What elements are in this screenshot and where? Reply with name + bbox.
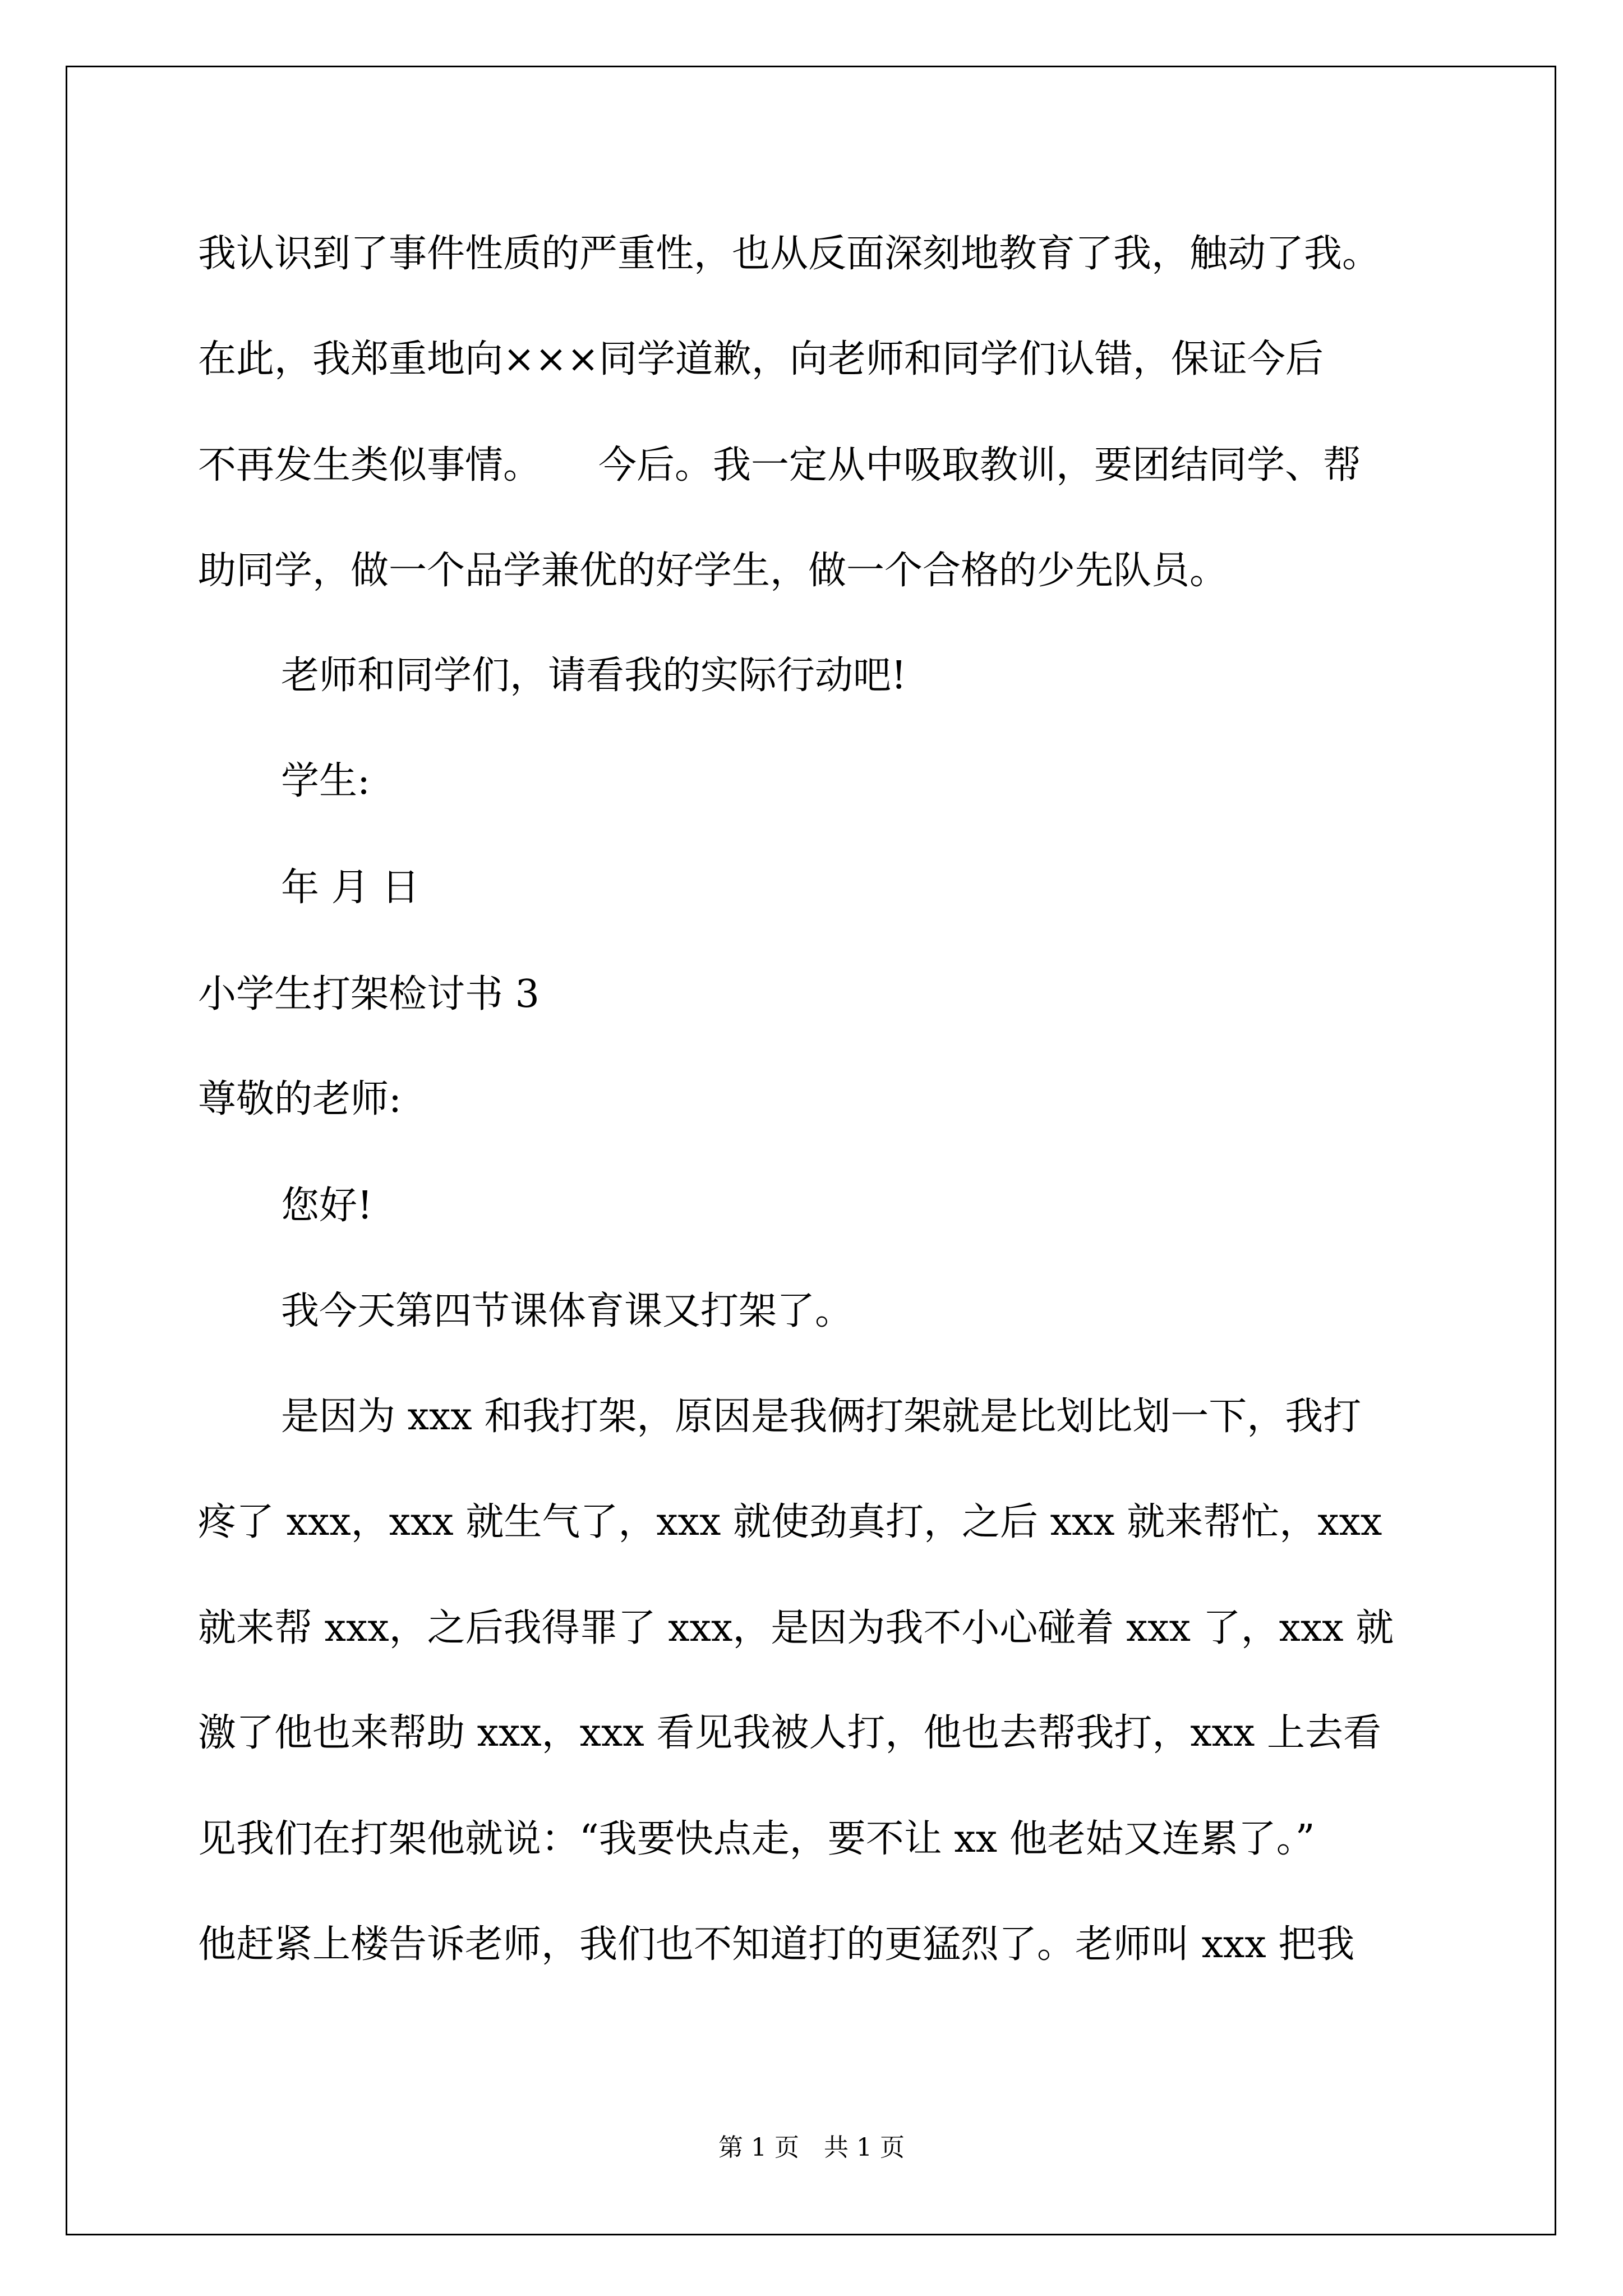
body-line: 在此，我郑重地向×××同学道歉，向老师和同学们认错，保证今后 — [198, 337, 1324, 381]
date-line: 年 月 日 — [281, 866, 420, 910]
page-number: 第 1 页 共 1 页 — [718, 2133, 905, 2162]
body-line: 我今天第四节课体育课又打架了。 — [281, 1289, 854, 1333]
section-title: 小学生打架检讨书 3 — [198, 972, 540, 1016]
body-line: 助同学，做一个品学兼优的好学生，做一个合格的少先队员。 — [198, 549, 1228, 593]
body-line: 他赶紧上楼告诉老师，我们也不知道打的更猛烈了。老师叫 xxx 把我 — [198, 1922, 1355, 1967]
page-border — [66, 66, 1556, 2235]
signature-label: 学生: — [281, 759, 370, 803]
body-line: 我认识到了事件性质的严重性，也从反面深刻地教育了我，触动了我。 — [198, 232, 1381, 276]
salutation: 尊敬的老师: — [198, 1077, 402, 1121]
body-line: 激了他也来帮助 xxx，xxx 看见我被人打，他也去帮我打，xxx 上去看 — [198, 1711, 1381, 1755]
body-line: 老师和同学们，请看我的实际行动吧! — [281, 654, 907, 698]
body-line: 不再发生类似事情。 今后。我一定从中吸取教训，要团结同学、帮 — [198, 443, 1362, 487]
body-line: 是因为 xxx 和我打架，原因是我俩打架就是比划比划一下，我打 — [281, 1395, 1362, 1439]
greeting: 您好! — [281, 1184, 373, 1228]
body-line: 见我们在打架他就说：“我要快点走，要不让 xx 他老姑又连累了。” — [198, 1817, 1315, 1861]
body-line: 就来帮 xxx，之后我得罪了 xxx，是因为我不小心碰着 xxx 了，xxx 就 — [198, 1606, 1394, 1650]
body-line: 疼了 xxx，xxx 就生气了，xxx 就使劲真打，之后 xxx 就来帮忙，xxx — [198, 1500, 1382, 1544]
